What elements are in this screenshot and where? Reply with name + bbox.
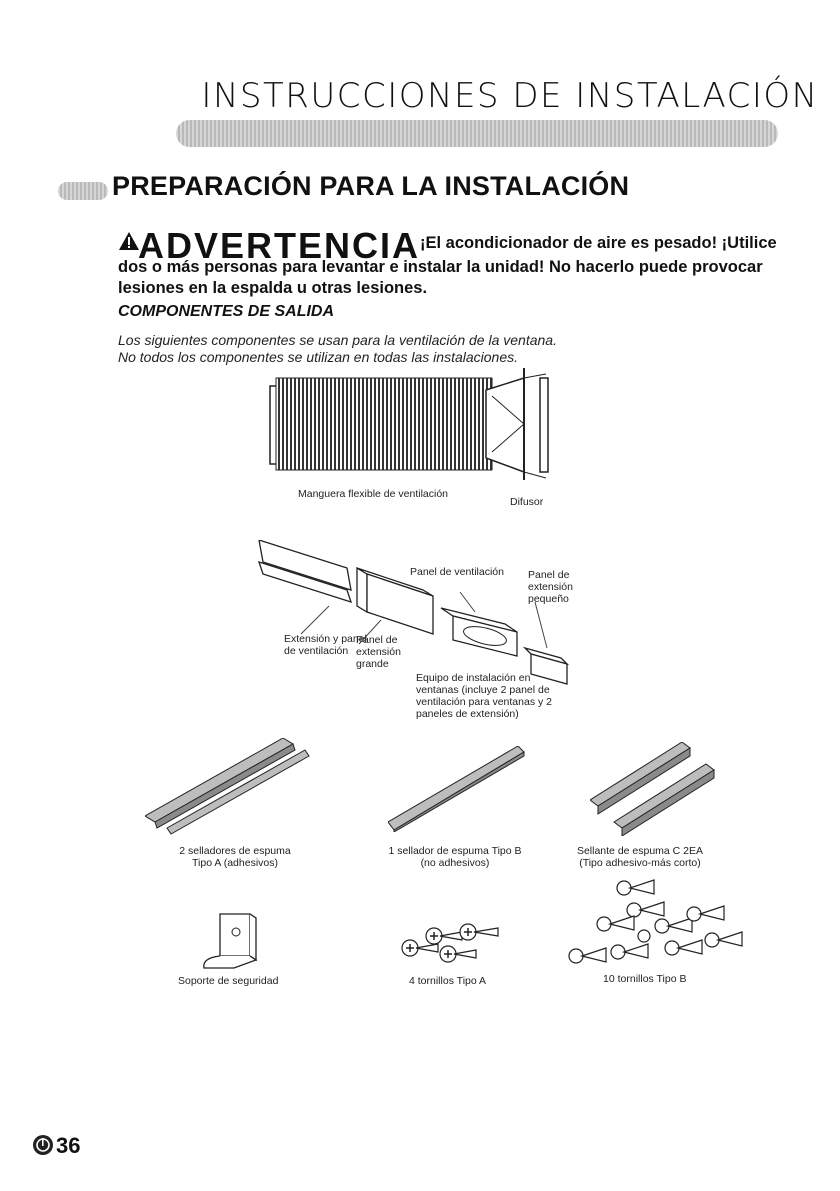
warning-icon <box>118 231 140 251</box>
section-marker <box>58 182 108 200</box>
label-vent-panel: Panel de ventilación <box>410 566 504 578</box>
page-header-title: INSTRUCCIONES DE INSTALACIÓN <box>201 76 819 116</box>
label-foam-a <box>160 845 310 869</box>
components-intro-line2: No todos los componentes se utilizan en todas las instalaciones. <box>118 349 519 365</box>
warning-label: ADVERTENCIA <box>138 225 421 266</box>
label-foam-c-line1: Sellante de espuma C 2EA <box>576 845 704 857</box>
label-extension-and-vent: Extensión y panel de ventilación <box>284 633 367 657</box>
foam-seal-c-illustration <box>590 742 718 836</box>
label-foam-b-line1: 1 sellador de espuma Tipo B <box>388 845 522 857</box>
lg-logo-icon <box>32 1134 54 1156</box>
label-window-kit: Equipo de instalación en ventanas (incluye 2 panel de ventilación para ventanas y 2 paneles de extensión) <box>416 672 553 720</box>
warning-text-line2: dos o más personas para levantar e instalar la unidad! No hacerlo puede provocar lesiones en la espalda u otras lesiones. <box>118 258 763 297</box>
label-hose: Manguera flexible de ventilación <box>298 488 449 500</box>
label-foam-b-line2: (no adhesivos) <box>420 857 490 869</box>
window-kit-illustration <box>255 540 585 685</box>
page-number: 36 <box>56 1133 81 1158</box>
components-intro <box>118 332 557 366</box>
label-bracket: Soporte de seguridad <box>178 975 279 987</box>
label-screws-a: 4 tornillos Tipo A <box>409 975 487 987</box>
components-title: COMPONENTES DE SALIDA <box>118 303 335 320</box>
screws-b-illustration <box>566 874 746 970</box>
label-foam-c-line2: (Tipo adhesivo-más corto) <box>579 857 701 869</box>
label-foam-a-line2: Tipo A (adhesivos) <box>192 857 278 869</box>
components-intro-line1: Los siguientes componentes se usan para la ventilación de la ventana. <box>118 332 557 348</box>
label-foam-a-line1: 2 selladores de espuma <box>179 845 291 857</box>
hose-diffuser-illustration <box>262 368 562 480</box>
foam-seal-b-illustration <box>388 746 526 832</box>
label-foam-b <box>370 845 540 869</box>
page-header <box>0 76 840 116</box>
foam-seal-a-illustration <box>145 738 310 835</box>
label-foam-c <box>560 845 720 869</box>
label-large-extension: Panel de extensión grande <box>356 634 401 670</box>
safety-bracket-illustration <box>198 912 260 972</box>
section-title: PREPARACIÓN PARA LA INSTALACIÓN <box>112 171 630 201</box>
warning-text-line1: ¡El acondicionador de aire es pesado! ¡Utilice <box>420 234 777 252</box>
label-screws-b: 10 tornillos Tipo B <box>603 973 687 985</box>
label-small-extension: Panel de extensión pequeño <box>528 569 573 605</box>
label-diffuser: Difusor <box>510 496 544 508</box>
screws-a-illustration <box>398 918 510 966</box>
header-decorative-bar <box>176 120 778 147</box>
